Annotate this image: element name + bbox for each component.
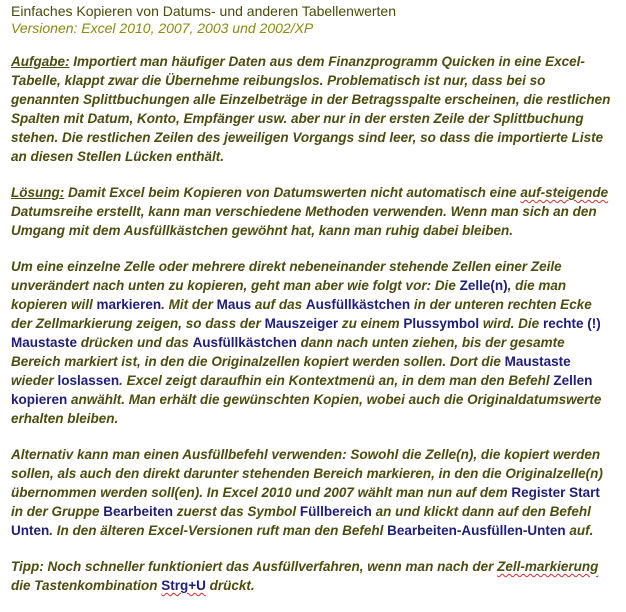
solution-paragraph <box>11 183 615 240</box>
text: in der unteren rechten Ecke der Zellmarkierung zeigen, so dass der <box>11 297 592 331</box>
keyword: Strg+U <box>161 578 206 593</box>
text: drücken und das <box>77 335 193 350</box>
keyword: Mauszeiger <box>264 316 339 331</box>
alternative-paragraph <box>11 445 615 540</box>
keyword: Zellen kopieren <box>11 373 593 407</box>
text: wieder <box>11 373 58 388</box>
tip-paragraph <box>11 557 615 595</box>
keyword: Bearbeiten-Ausfüllen-Unten <box>387 523 566 538</box>
spellcheck-word: Zell-markierung <box>497 559 599 574</box>
text: . Mit der <box>161 297 217 312</box>
keyword: Register Start <box>511 485 600 500</box>
keyword: Maustaste <box>504 354 571 369</box>
text: auf. <box>565 523 594 538</box>
keyword: Bearbeiten <box>103 504 174 519</box>
keyword: Zelle(n) <box>459 278 508 293</box>
keyword: loslassen <box>57 373 120 388</box>
text: zu einem <box>338 316 404 331</box>
keyword: rechte (!) Maustaste <box>11 316 601 350</box>
keyword: Ausfüllkästchen <box>192 335 297 350</box>
text: auf das <box>251 297 306 312</box>
text: die Tastenkombination <box>11 578 162 593</box>
document-subtitle: Versionen: Excel 2010, 2007, 2003 und 2002/XP <box>11 20 314 36</box>
task-paragraph <box>11 52 615 166</box>
keyword: Unten <box>11 523 50 538</box>
solution-label: Lösung: <box>11 185 65 200</box>
keyword: Füllbereich <box>299 504 372 519</box>
text: in der Gruppe <box>11 504 104 519</box>
keyword: Plussymbol <box>403 316 480 331</box>
text: , die man kopieren will <box>11 278 567 312</box>
spellcheck-word: auf-steigende <box>520 185 609 200</box>
text: . Excel zeigt daraufhin ein Kontextmenü an, in dem man den Befehl <box>119 373 554 388</box>
instructions-paragraph <box>11 257 615 428</box>
keyword: Ausfüllkästchen <box>305 297 411 312</box>
keyword: markieren <box>96 297 162 312</box>
keyword: Maus <box>216 297 252 312</box>
solution-text: Damit Excel beim Kopieren von Datumswerten nicht automatisch eine <box>64 185 521 200</box>
document-title: Einfaches Kopieren von Datums- und anderen Tabellenwerten <box>11 3 396 19</box>
text: Tipp: Noch schneller funktioniert das Ausfüllverfahren, wenn man nach der <box>11 559 498 574</box>
text: zuerst das Symbol <box>173 504 300 519</box>
text: Alternativ kann man einen Ausfüllbefehl verwenden: Sowohl die Zelle(n), die kopiert werden sollen, als auch den direkt darunter stehenden Bereich markieren, in den die Originalzelle(n) übernommen werden soll(en). In Excel 2010 und 2007 wählt man nun auf dem <box>11 447 603 500</box>
text: anwählt. Man erhält die gewünschten Kopien, wobei auch die Originaldatumswerte erhalten bleiben. <box>11 392 602 426</box>
solution-text: Datumsreihe erstellt, kann man verschiedene Methoden verwenden. Wenn man sich an den Umgang mit dem Ausfüllkästchen gewöhnt hat, kann man ruhig dabei bleiben. <box>11 204 597 238</box>
text: Um eine einzelne Zelle oder mehrere direkt nebeneinander stehende Zellen einer Zeile unverändert nach unten zu kopieren, geht man aber wie folgt vor: Die <box>11 259 562 293</box>
text: drückt. <box>205 578 255 593</box>
task-text: Importiert man häufiger Daten aus dem Finanzprogramm Quicken in eine Excel-Tabelle, klappt zwar die Übernehme reibungslos. Problematisch ist nur, dass bei so genannten Splittbuchungen alle Einzelbeträge in der Betragsspalte erscheinen, die restlichen Spalten mit Datum, Konto, Empfänger usw. aber nur in der ersten Zeile der Splittbuchung stehen. Die restlichen Zeilen des jeweiligen Vorgangs sind leer, so dass die importierte Liste an diesen Stellen Lücken enthält. <box>11 54 611 164</box>
text: wird. Die <box>479 316 543 331</box>
document-page <box>11 3 615 612</box>
task-label: Aufgabe: <box>11 54 70 69</box>
text: an und klickt dann auf den Befehl <box>371 504 591 519</box>
text: dann nach unten ziehen, bis der gesamte Bereich markiert ist, in den die Originalzellen kopiert werden sollen. Dort die <box>11 335 565 369</box>
text: . In den älteren Excel-Versionen ruft man den Befehl <box>49 523 388 538</box>
